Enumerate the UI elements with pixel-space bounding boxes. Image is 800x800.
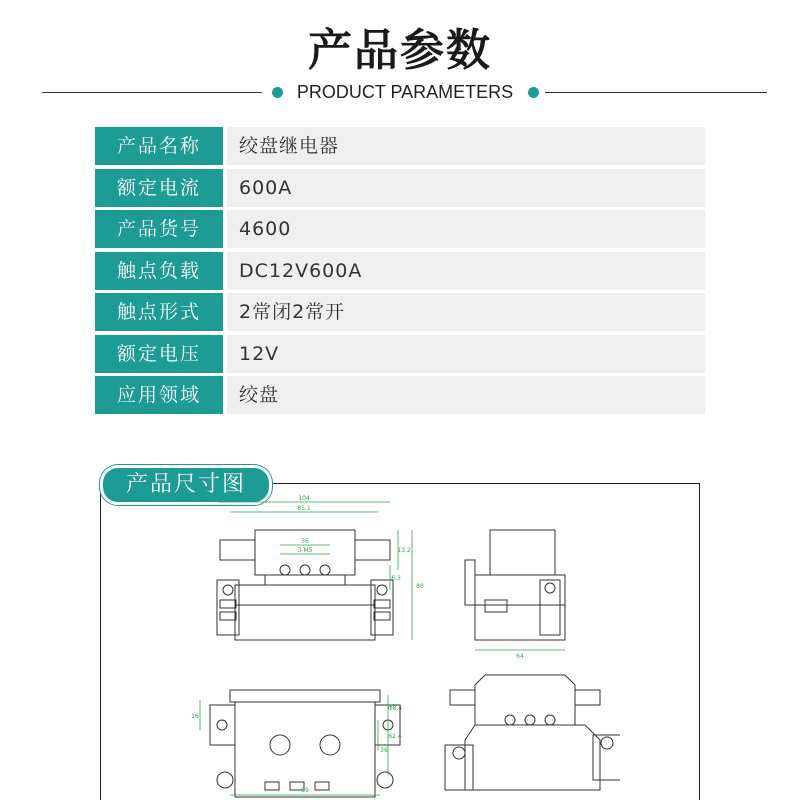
parameter-table (95, 127, 705, 418)
param-label: 触点负载 (95, 252, 223, 290)
param-label: 应用领域 (95, 376, 223, 414)
dim-label: 85.1 (297, 505, 311, 512)
dim-label: 36 (301, 538, 309, 545)
dot-right-icon (528, 87, 539, 98)
dim-label: 89 (301, 787, 309, 794)
dim-label: 80 (416, 583, 424, 590)
param-row (95, 210, 705, 248)
side-view (465, 530, 565, 640)
page-subtitle: PRODUCT PARAMETERS (296, 82, 514, 102)
param-row (95, 169, 705, 207)
dim-label: 16 (191, 713, 199, 720)
dot-left-icon (272, 87, 283, 98)
param-value: DC12V600A (227, 252, 705, 290)
subtitle-row (0, 82, 800, 104)
divider-left (42, 92, 262, 93)
bottom-view (210, 690, 403, 797)
param-row (95, 293, 705, 331)
page-title: 产品参数 (308, 25, 492, 76)
dim-label: 36 (380, 747, 388, 754)
param-row (95, 376, 705, 414)
param-row (95, 335, 705, 373)
param-label: 额定电流 (95, 169, 223, 207)
param-row (95, 127, 705, 165)
dim-label: 13.2 (397, 547, 411, 554)
dim-label: 6.3 (391, 575, 401, 582)
param-value: 2常闭2常开 (227, 293, 705, 331)
param-label: 产品名称 (95, 127, 223, 165)
dimension-heading: 产品尺寸图 (100, 465, 272, 505)
relay-technical-drawing (190, 490, 620, 800)
dim-label: 3-M5 (297, 547, 313, 554)
dim-label: 64 (516, 653, 524, 660)
divider-right (545, 92, 767, 93)
param-row (95, 252, 705, 290)
param-value: 绞盘继电器 (227, 127, 705, 165)
param-value: 绞盘 (227, 376, 705, 414)
param-label: 额定电压 (95, 335, 223, 373)
param-value: 600A (227, 169, 705, 207)
dim-label: Φ8.4 (387, 705, 403, 712)
param-label: 触点形式 (95, 293, 223, 331)
param-value: 12V (227, 335, 705, 373)
param-label: 产品货号 (95, 210, 223, 248)
dim-label: 104 (298, 495, 310, 502)
param-value: 4600 (227, 210, 705, 248)
isometric-view (445, 675, 620, 790)
dim-label: 62.4 (388, 733, 402, 740)
